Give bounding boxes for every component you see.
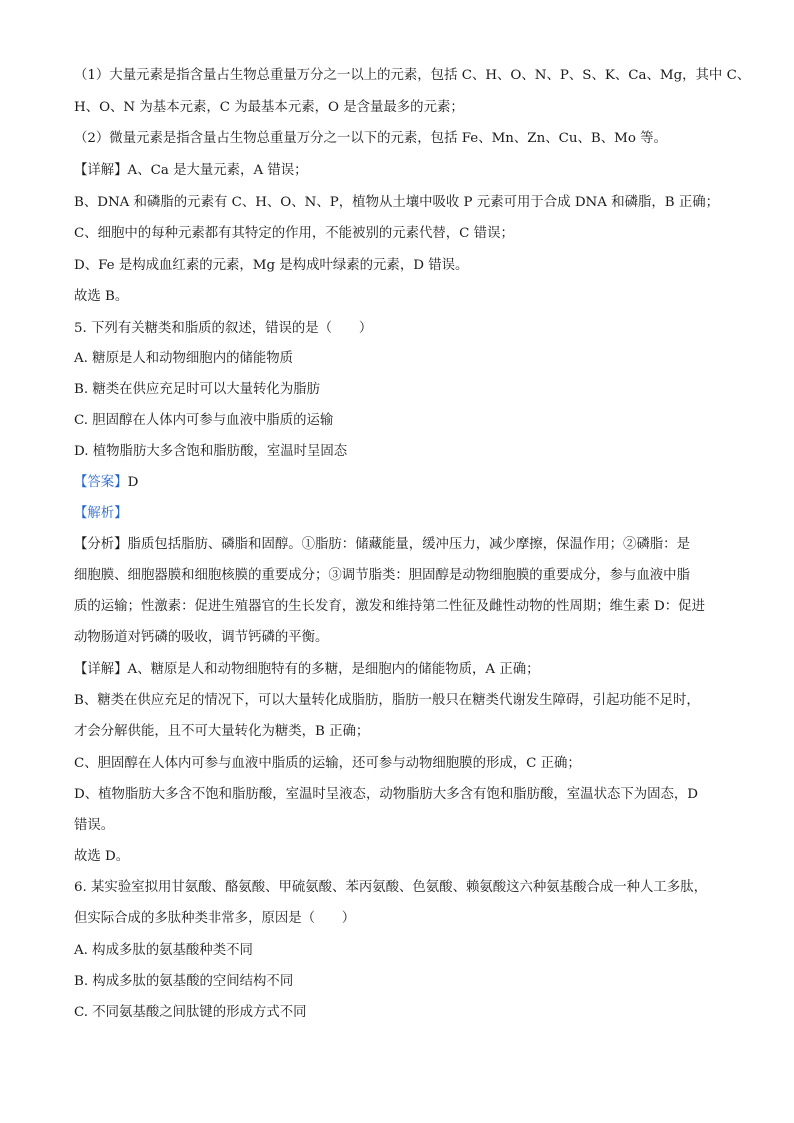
question-5-stem: 5. 下列有关糖类和脂质的叙述，错误的是（ ） xyxy=(74,321,373,336)
question-6-option-c: C. 不同氨基酸之间肽键的形成方式不同 xyxy=(74,1005,307,1020)
analysis-text-3: 质的运输；性激素：促进生殖器官的生长发育，激发和维持第二性征及雌性动物的性周期；维生素 D：促进 xyxy=(74,599,705,614)
text-line-choose-b: 故选 B。 xyxy=(74,289,129,304)
analysis-label-line xyxy=(74,505,128,523)
detail-5-d-2: 错误。 xyxy=(74,818,115,833)
detail-5-b-1: B、糖类在供应充足的情况下，可以大量转化成脂肪，脂肪一般只在糖类代谢发生障碍，引起功能不足时， xyxy=(74,693,700,708)
answer-label: 【答案】 xyxy=(74,475,128,490)
question-6-option-b: B. 构成多肽的氨基酸的空间结构不同 xyxy=(74,974,294,989)
detail-5-c: C、胆固醇在人体内可参与血液中脂质的运输，还可参与动物细胞膜的形成，C 正确； xyxy=(74,756,581,771)
question-6-stem-2: 但实际合成的多肽种类非常多，原因是（ ） xyxy=(74,911,356,926)
question-5-option-b: B. 糖类在供应充足时可以大量转化为脂肪 xyxy=(74,382,320,397)
text-line-detail-a: 【详解】A、Ca 是大量元素，A 错误； xyxy=(74,163,308,178)
text-line-basic-elements: H、O、N 为基本元素，C 为最基本元素，O 是含量最多的元素； xyxy=(74,100,464,115)
text-line-detail-b: B、DNA 和磷脂的元素有 C、H、O、N、P，植物从土壤中吸收 P 元素可用于合成 DNA 和磷脂，B 正确； xyxy=(74,195,720,210)
text-line-detail-d: D、Fe 是构成血红素的元素，Mg 是构成叶绿素的元素，D 错误。 xyxy=(74,258,469,273)
text-line-detail-c: C、细胞中的每种元素都有其特定的作用，不能被别的元素代替，C 错误； xyxy=(74,226,514,241)
detail-5-b-2: 才会分解供能，且不可大量转化为糖类，B 正确； xyxy=(74,724,370,739)
answer-line xyxy=(74,474,138,492)
question-5-option-a: A. 糖原是人和动物细胞内的储能物质 xyxy=(74,351,294,366)
analysis-text-1: 【分析】脂质包括脂肪、磷脂和固醇。①脂肪：储藏能量，缓冲压力，减少摩擦，保温作用；②磷脂：是 xyxy=(74,537,690,552)
text-line-macro-elements: （1）大量元素是指含量占生物总重量万分之一以上的元素，包括 C、H、O、N、P、S、K、Ca、Mg，其中 C、 xyxy=(74,68,751,83)
detail-5-a: 【详解】A、糖原是人和动物细胞特有的多糖，是细胞内的储能物质，A 正确； xyxy=(74,662,540,677)
question-5-option-c: C. 胆固醇在人体内可参与血液中脂质的运输 xyxy=(74,413,334,428)
question-6-stem-1: 6. 某实验室拟用甘氨酸、酪氨酸、甲硫氨酸、苯丙氨酸、色氨酸、赖氨酸这六种氨基酸合成一种人工多肽， xyxy=(74,880,707,895)
analysis-text-2: 细胞膜、细胞器膜和细胞核膜的重要成分；③调节脂类：胆固醇是动物细胞膜的重要成分，参与血液中脂 xyxy=(74,568,690,583)
question-6-option-a: A. 构成多肽的氨基酸种类不同 xyxy=(74,943,253,958)
text-line-choose-d: 故选 D。 xyxy=(74,849,130,864)
analysis-label: 【解析】 xyxy=(74,506,128,521)
answer-value: D xyxy=(127,475,139,490)
analysis-text-4: 动物肠道对钙磷的吸收，调节钙磷的平衡。 xyxy=(74,630,329,645)
text-line-trace-elements: （2）微量元素是指含量占生物总重量万分之一以下的元素，包括 Fe、Mn、Zn、Cu、B、Mo 等。 xyxy=(74,131,667,146)
detail-5-d-1: D、植物脂肪大多含不饱和脂肪酸，室温时呈液态，动物脂肪大多含有饱和脂肪酸，室温状态下为固态，D xyxy=(74,787,699,802)
question-5-option-d: D. 植物脂肪大多含饱和脂肪酸，室温时呈固态 xyxy=(74,444,348,459)
